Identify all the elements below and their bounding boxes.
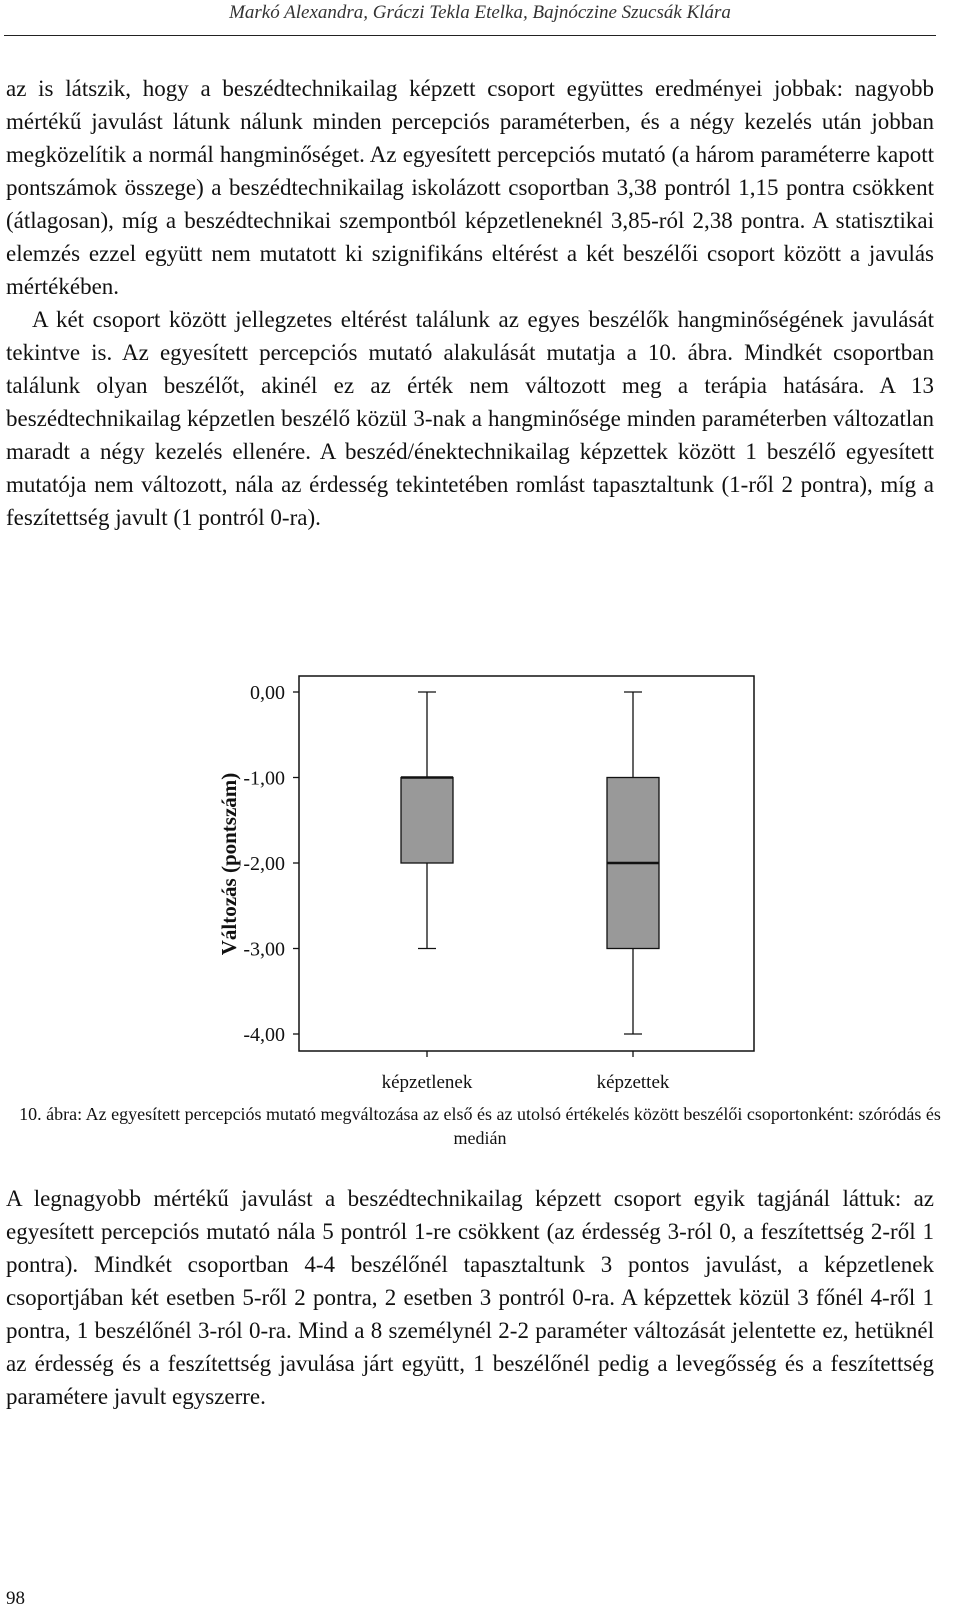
header-rule	[4, 35, 936, 36]
body-text-top	[6, 72, 934, 534]
boxplot-series	[401, 692, 659, 1034]
y-tick-label: -4,00	[243, 1024, 285, 1046]
y-tick-label: -2,00	[243, 853, 285, 875]
y-axis-label: Változás (pontszám)	[217, 772, 241, 956]
body-text-bottom	[6, 1182, 934, 1413]
y-tick-label: -1,00	[243, 767, 285, 790]
x-tick-label: képzetlenek	[381, 1072, 473, 1093]
figure-caption: 10. ábra: Az egyesített percepciós mutató megváltozása az első és az utolsó értékelés között beszélői csoportonként: szóródás és medián	[19, 1104, 941, 1148]
plot-frame	[299, 676, 754, 1051]
box-2	[607, 692, 659, 1034]
paragraph-2: A két csoport között jellegzetes eltérést találunk az egyes beszélők hangminőségének javulását tekintve is. Az egyesített percepciós mutató alakulását mutatja a 10. ábra. Mindkét csoportban találunk olyan beszélőt, akinél ez az érték nem változott meg a terápia hatására. A 13 beszédtechnikailag képzetlen beszélő közül 3-nak a hangminősége minden paraméterben változatlan maradt a négy kezelés ellenére. A beszéd/énektechnikailag képzettek között 1 beszélő egyesített mutatója nem változott, nála az érdesség tekintetében romlást tapasztaltunk (1-ről 2 pontra), míg a feszítettség javult (1 pontról 0-ra).	[6, 307, 934, 530]
y-tick-label: -3,00	[243, 938, 285, 961]
box-iqr	[401, 778, 453, 864]
paragraph-1: az is látszik, hogy a beszédtechnikailag képzett csoport együttes eredményei jobbak: nagyobb mértékű javulást látunk nálunk minden percepciós paraméterben, és a négy kezelés után jobban megközelítik a normál hangminőséget. Az egyesített percepciós mutató (a három paraméterre kapott pontszámok összege) a beszédtechnikailag iskolázott csoportban 3,38 pontról 1,15 pontra csökkent (átlagosan), míg a beszédtechnikai szempontból képzetleneknél 3,85-ról 2,38 pontra. A statisztikai elemzés ezzel együtt nem mutatott ki szignifikáns eltérést a két beszélői csoport között a javulás mértékében.	[6, 76, 934, 299]
running-header: Markó Alexandra, Gráczi Tekla Etelka, Bajnóczine Szucsák Klára	[229, 2, 731, 23]
figure-10-boxplot	[0, 660, 960, 1130]
paragraph-3: A legnagyobb mértékű javulást a beszédtechnikailag képzett csoport egyik tagjánál láttuk: az egyesített percepciós mutató nála 5 pontról 1-re csökkent (az érdesség 3-ról 0, a feszítettség 2-ről 1 pontra). Mindkét csoportban 4-4 beszélőnél tapasztaltunk 3 pontos javulást, a képzetlenek csoportjában két esetben 5-ről 2 pontra, 2 esetben 3 pontról 0-ra. A képzettek közül 3 főnél 4-ről 1 pontra, 1 beszélőnél 3-ról 0-ra. Mind a 8 személynél 2-2 paraméter változását jelentette ez, hetüknél az érdesség és a feszítettség javulása járt együtt, 1 beszélőnél pedig a levegősség és a feszítettség paramétere javult egyszerre.	[6, 1186, 934, 1409]
page-number: 98	[6, 1588, 25, 1609]
x-axis-ticks	[382, 1051, 670, 1093]
y-axis-ticks	[243, 682, 299, 1046]
x-tick-label: képzettek	[596, 1072, 670, 1093]
box-1	[401, 692, 453, 949]
y-tick-label: 0,00	[250, 682, 285, 704]
